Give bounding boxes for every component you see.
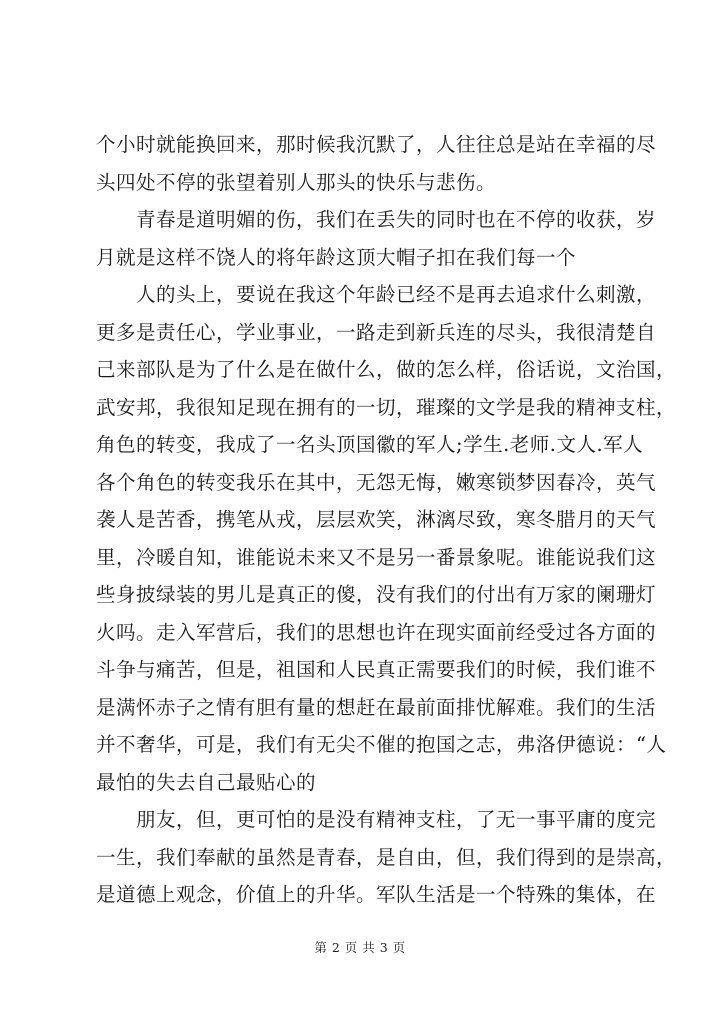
text-line: 更多是责任心，学业事业，一路走到新兵连的尽头，我很清楚自 <box>96 320 657 344</box>
document-body <box>96 126 677 914</box>
text-line: 人的头上，要说在我这个年龄已经不是再去追求什么刺激， <box>136 283 657 306</box>
text-line: 青春是道明媚的伤，我们在丢失的同时也在不停的收获，岁 <box>136 208 657 231</box>
text-line: 己来部队是为了什么是在做什么，做的怎么样，俗话说，文治国， <box>96 358 677 381</box>
text-line: 些身披绿装的男儿是真正的傻，没有我们的付出有万家的阑珊灯 <box>96 583 657 606</box>
paragraph <box>96 801 677 914</box>
text-line: 是满怀赤子之情有胆有量的想赶在最前面排忧解难。我们的生活 <box>96 695 657 719</box>
text-line: 火吗。走入军营后，我们的思想也许在现实面前经受过各方面的 <box>96 620 657 644</box>
text-line: 个小时就能换回来，那时候我沉默了，人往往总是站在幸福的尽 <box>96 133 657 156</box>
text-line: 各个角色的转变我乐在其中，无怨无悔，嫩寒锁梦因春冷，英气 <box>96 470 657 494</box>
text-line: 并不奢华，可是，我们有无尖不催的抱国之志，弗洛伊德说：“人 <box>96 733 667 756</box>
text-line: 武安邦，我很知足现在拥有的一切，璀璨的文学是我的精神支柱， <box>96 395 677 419</box>
text-line: 是道德上观念，价值上的升华。军队生活是一个特殊的集体，在 <box>96 883 657 906</box>
paragraph <box>96 276 677 801</box>
text-line: 角色的转变，我成了一名头顶国徽的军人;学生.老师.文人.军人 <box>96 433 644 456</box>
text-line: 里，冷暖自知，谁能说未来又不是另一番景象呢。谁能说我们这 <box>96 545 657 569</box>
paragraph <box>96 126 657 201</box>
text-line: 头四处不停的张望着别人那头的快乐与悲伤。 <box>96 170 497 194</box>
text-line: 一生，我们奉献的虽然是青春，是自由，但，我们得到的是崇高， <box>96 845 677 869</box>
text-line: 袭人是苦香，携笔从戎，层层欢笑，淋漓尽致，寒冬腊月的天气 <box>96 508 657 531</box>
text-line: 朋友，但，更可怕的是没有精神支柱，了无一事平庸的度完 <box>136 808 657 831</box>
page-number-footer: 第 2 页 共 3 页 <box>314 940 406 955</box>
text-line: 最怕的失去自己最贴心的 <box>96 770 317 794</box>
text-line: 月就是这样不饶人的将年龄这顶大帽子扣在我们每一个 <box>96 245 577 269</box>
text-line: 斗争与痛苦，但是，祖国和人民真正需要我们的时候，我们谁不 <box>96 658 657 681</box>
paragraph <box>96 201 657 276</box>
